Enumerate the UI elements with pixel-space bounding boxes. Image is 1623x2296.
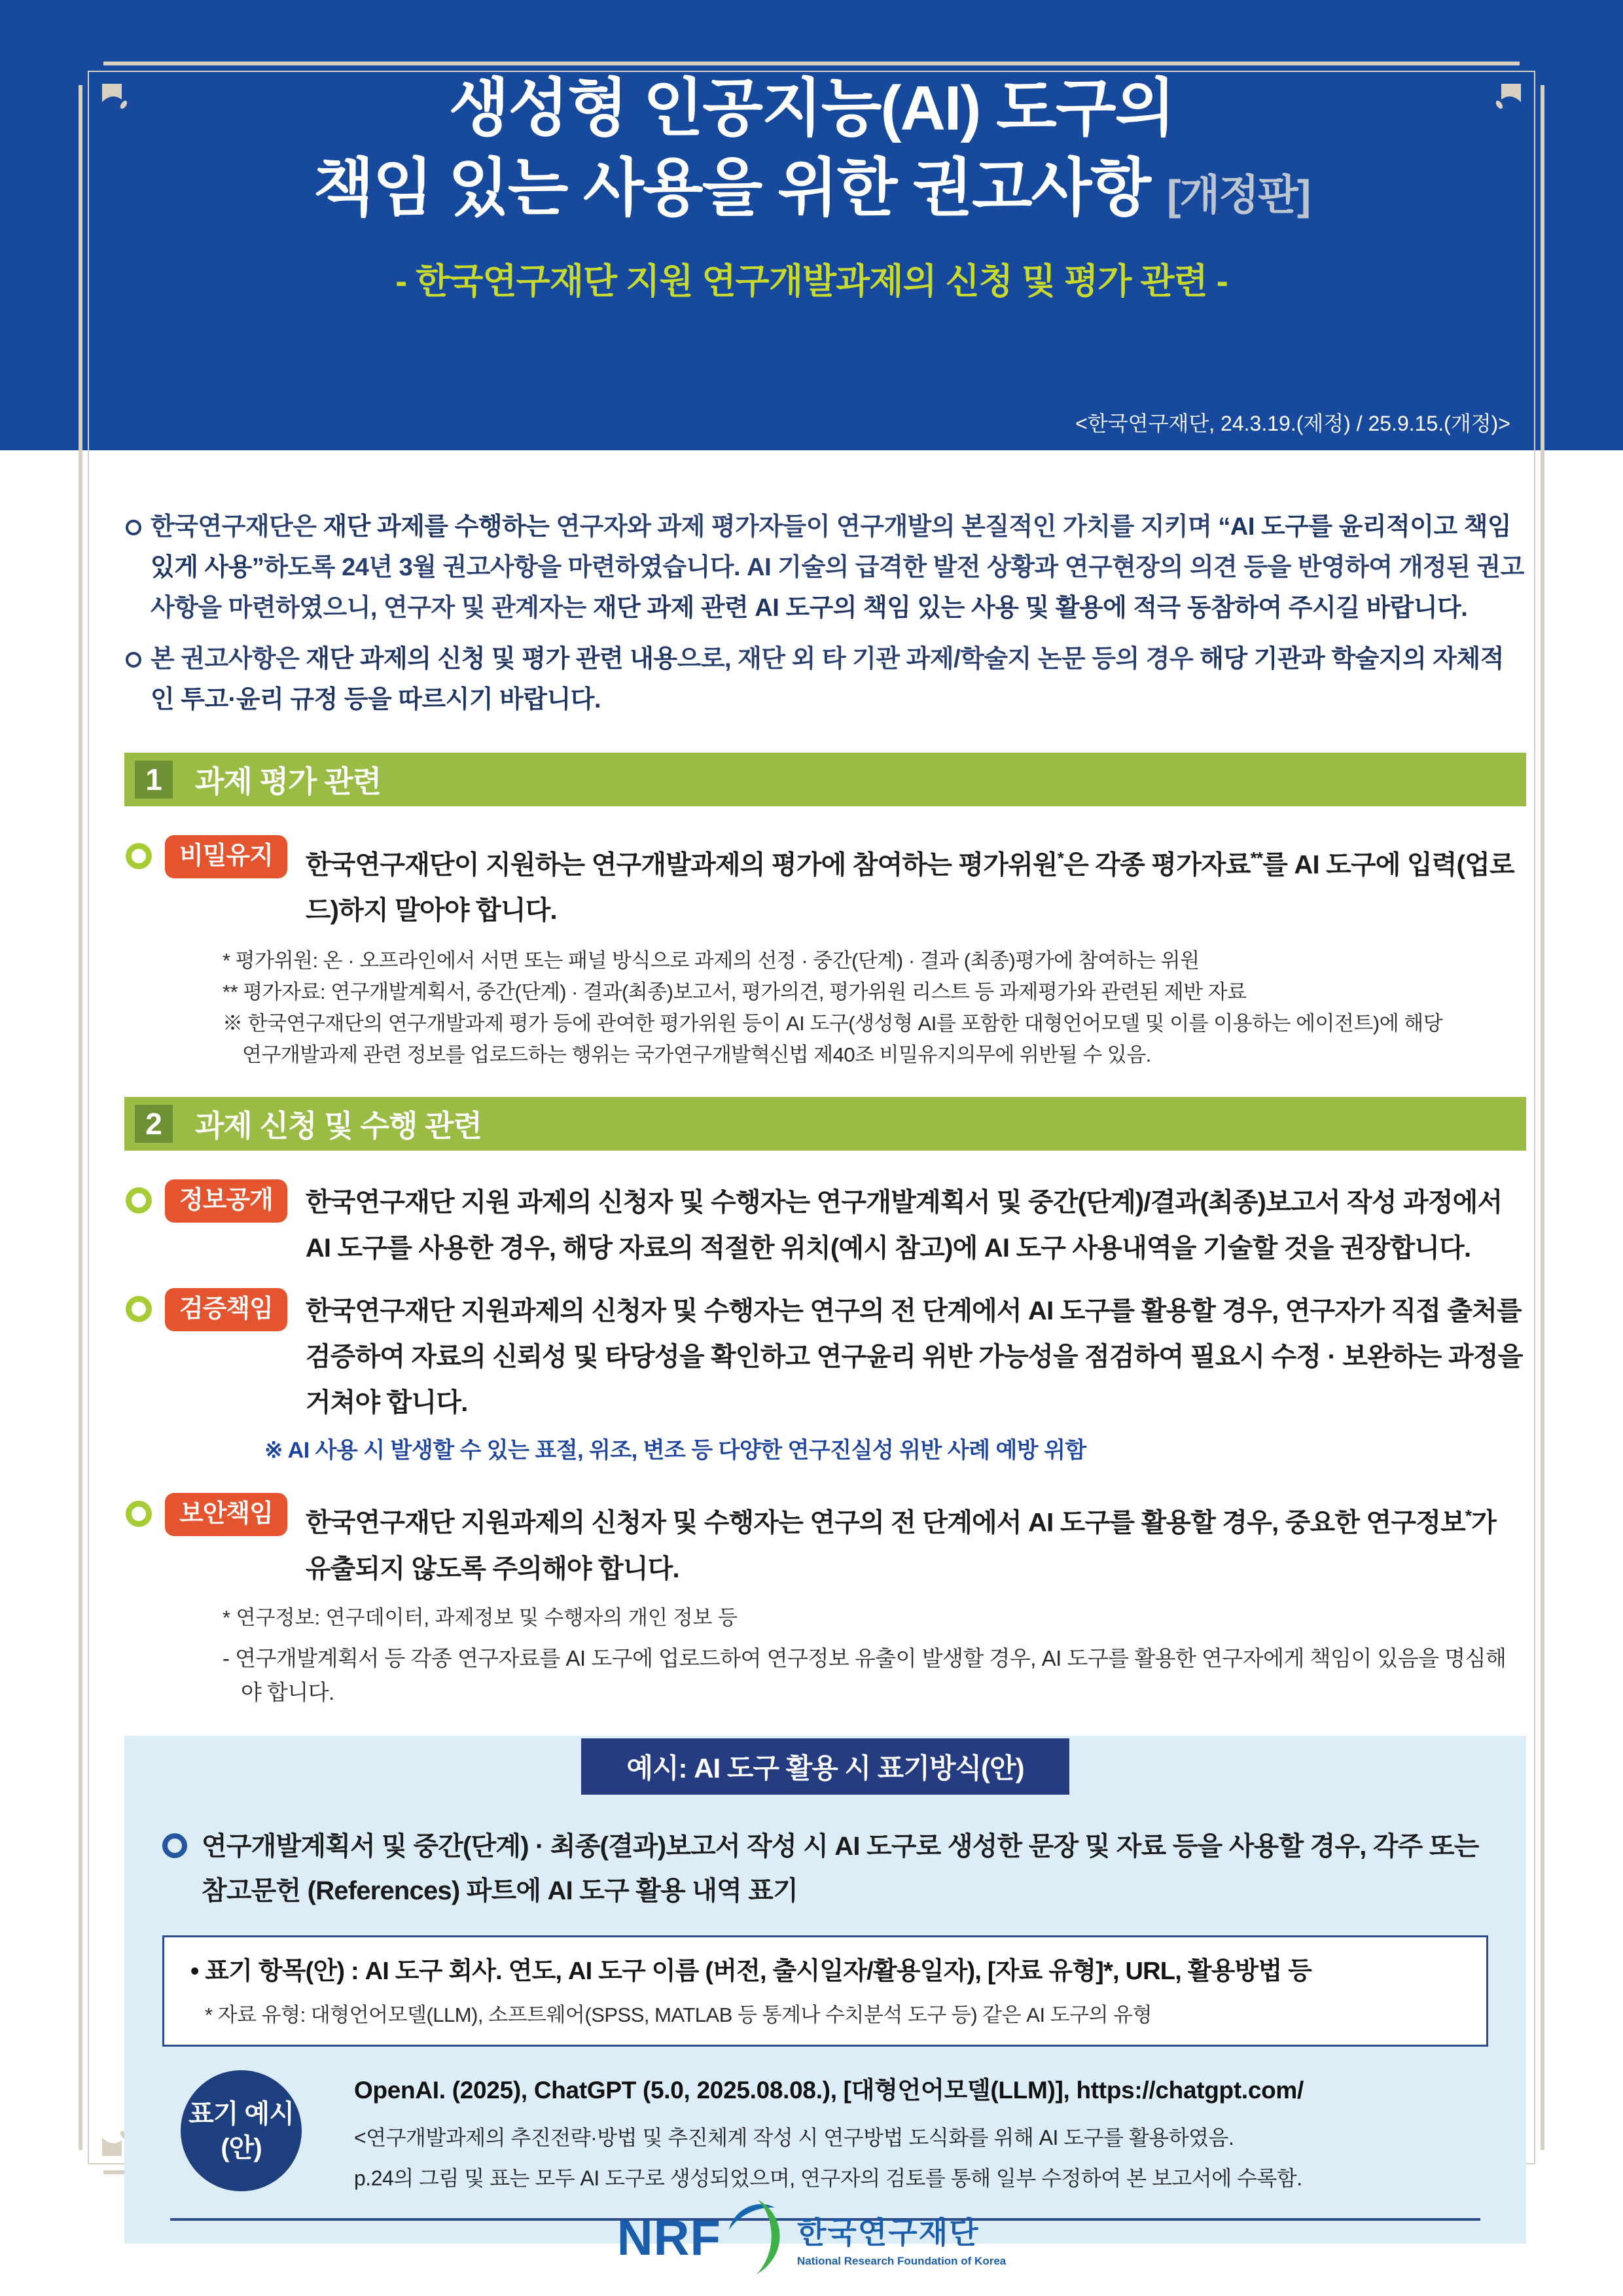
- intro-p1-bold: 재단 과제를 수행하는: [323, 513, 550, 541]
- notation-fields-line: • 표기 항목(안) : AI 도구 회사. 연도, AI 도구 이름 (버전, 출시일자/활용일자), [자료 유형]*, URL, 활용방법 등: [190, 1957, 1312, 1985]
- confidentiality-text: [306, 835, 1526, 933]
- item-confidentiality: [124, 835, 1526, 933]
- notation-example-row: [162, 2070, 1488, 2192]
- disclosure-text: 한국연구재단 지원 과제의 신청자 및 수행자는 연구개발계획서 및 중간(단계)/결과(최종)보고서 작성 과정에서 AI 도구를 사용한 경우, 해당 자료의 적절한 위치(예시 참고)에 AI 도구 사용내역을 기술할 것을 권장합니다.: [305, 1188, 1503, 1263]
- corner-ornament-icon: [101, 82, 127, 113]
- footnote-line: ** 평가자료: 연구개발계획서, 중간(단계) · 결과(최종)보고서, 평가의견, 평가위원 리스트 등 과제평가와 관련된 제반 자료: [223, 980, 1247, 1004]
- nrf-logo-text: NRF: [616, 2210, 721, 2266]
- confidentiality-run: 를 AI 도구에 입력(업로드)하지 말아야 합니다.: [305, 850, 1514, 925]
- security-text: [306, 1493, 1526, 1591]
- section-2-title: 과제 신청 및 수행 관련: [195, 1109, 482, 1143]
- org-name-korean: 한국연구재단: [796, 2215, 980, 2250]
- item-bullet-icon: [126, 843, 152, 869]
- security-footnote: * 연구정보: 연구데이터, 과제정보 및 수행자의 개인 정보 등: [223, 1605, 738, 1629]
- security-run: 가 유출되지 않도록 주의해야 합니다.: [305, 1508, 1497, 1583]
- intro-paragraphs: [124, 450, 1526, 720]
- confidentiality-run: 한국연구재단이 지원하는 연구개발과제의 평가에 참여하는 평가위원: [305, 850, 1058, 880]
- example-box-title: 예시: AI 도구 활용 시 표기방식(안): [581, 1738, 1069, 1795]
- item-verification: [124, 1288, 1526, 1426]
- paragraph-bullet-icon: [126, 652, 141, 668]
- example-box: [124, 1736, 1526, 2244]
- intro-p1-run: 하도록 24년 3월 권고사항을 마련하였습니다. AI 기술의 급격한 발전 상황과 연구현장의 의견 등을 반영하여 개정된 권고사항을 마련하였으니, 연구자 및 관계자는: [151, 554, 1524, 622]
- page-title-line2-text: 책임 있는 사용을 위한 권고사항: [313, 152, 1150, 223]
- page-title-line1: 생성형 인공지능(AI) 도구의: [448, 73, 1175, 143]
- section-2-number: 2: [135, 1105, 173, 1143]
- citation-description-2: p.24의 그림 및 표는 모두 AI 도구로 생성되었으며, 연구자의 검토를 통해 일부 수정하여 본 보고서에 수록함.: [354, 2166, 1302, 2190]
- intro-paragraph-2-text: [151, 639, 1526, 720]
- intro-p2-bold: 해당 기관과 학술지의 자체적인 투고·윤리 규정 등을 따르시기 바랍니다.: [151, 645, 1504, 713]
- intro-paragraph-1: [124, 507, 1526, 628]
- item-disclosure: [124, 1179, 1526, 1271]
- notation-fields-box: [162, 1935, 1488, 2047]
- main-content: [124, 450, 1526, 2244]
- item-security: [124, 1493, 1526, 1591]
- verification-text: 한국연구재단 지원과제의 신청자 및 수행자는 연구의 전 단계에서 AI 도구를 활용할 경우, 연구자가 직접 출처를 검증하여 자료의 신뢰성 및 타당성을 확인하고 연구윤리 위반 가능성을 점검하여 필요시 수정 · 보완하는 과정을 거쳐야 합니다.: [305, 1297, 1523, 1418]
- footnote-line: 연구개발과제 관련 정보를 업로드하는 행위는 국가연구개발혁신법 제40조 비밀유지의무에 위반될 수 있음.: [242, 1043, 1151, 1067]
- notation-example-circle: [181, 2070, 302, 2191]
- footnote-line: ※ 한국연구재단의 연구개발과제 평가 등에 관여한 평가위원 등이 AI 도구(생성형 AI를 포함한 대형언어모델 및 이를 이용하는 에이전트)에 해당: [223, 1012, 1443, 1035]
- frame-line-top: [103, 62, 1520, 65]
- intro-p1-bold: “AI 도구를 윤리적이고 책임 있게 사용”: [151, 513, 1512, 581]
- example-bullet-row: [162, 1824, 1488, 1913]
- intro-p1-run: 연구자와 과제 평가자들이 연구개발의 본질적인 가치를 지키며: [549, 513, 1219, 541]
- nrf-swoosh-icon: [725, 2197, 788, 2279]
- intro-paragraph-1-text: [151, 507, 1526, 628]
- item-bullet-icon: [126, 1501, 152, 1527]
- notation-fields-footnote: * 자료 유형: 대형언어모델(LLM), 소프트웨어(SPSS, MATLAB 등 통계나 수치분석 도구 등) 같은 AI 도구의 유형: [205, 2003, 1152, 2026]
- footnote-marker: *: [1057, 848, 1064, 868]
- intro-p2-run: 으로, 재단 외 타 기관 과제/학술지 논문 등의 경우: [677, 645, 1200, 673]
- edition-tag: [개정판]: [1167, 171, 1310, 219]
- org-name-block: [797, 2209, 1006, 2268]
- citation-description-1: <연구개발과제의 추진전략·방법 및 추진체계 작성 시 연구방법 도식화를 위해 AI 도구를 활용하였음.: [354, 2125, 1234, 2149]
- item-bullet-icon: [126, 1296, 152, 1322]
- revision-note: <한국연구재단, 24.3.19.(제정) / 25.9.15.(개정)>: [1075, 412, 1510, 435]
- security-run: 한국연구재단 지원과제의 신청자 및 수행자는 연구의 전 단계에서 AI 도구를 활용할 경우, 중요한 연구정보: [305, 1508, 1465, 1537]
- example-bullet-text: 연구개발계획서 및 중간(단계) · 최종(결과)보고서 작성 시 AI 도구로 생성한 문장 및 자료 등을 사용할 경우, 각주 또는 참고문헌 (References) 파트에 AI 도구 활용 내역 표기: [202, 1831, 1479, 1905]
- citation-line: OpenAI. (2025), ChatGPT (5.0, 2025.08.08.), [대형언어모델(LLM)], https://chatgpt.com/: [354, 2076, 1304, 2104]
- footnote-line: * 평가위원: 온 · 오프라인에서 서면 또는 패널 방식으로 과제의 선정 · 중간(단계) · 결과 (최종)평가에 참여하는 위원: [223, 949, 1200, 973]
- intro-p1-bold: 재단 과제 관련 AI 도구의 책임 있는 사용 및 활용에 적극 동참하여 주시길 바랍니다.: [592, 594, 1468, 622]
- paragraph-bullet-icon: [126, 520, 141, 535]
- citation-block: [354, 2070, 1304, 2192]
- section-1-bar: [124, 753, 1526, 806]
- section-1-title: 과제 평가 관련: [195, 764, 382, 798]
- confidentiality-badge: 비밀유지: [165, 835, 287, 878]
- notation-example-circle-line1: 표기 예시: [188, 2099, 294, 2128]
- corner-ornament-icon: [1496, 82, 1522, 113]
- footer-logo: [0, 2197, 1623, 2279]
- intro-p2-bold: 재단 과제의 신청 및 평가 관련 내용: [306, 645, 677, 673]
- footnote-marker: *: [1465, 1506, 1472, 1526]
- org-name-english: National Research Foundation of Korea: [796, 2254, 1007, 2267]
- notation-example-circle-line2: (안): [221, 2133, 262, 2162]
- section-2-bar: [124, 1097, 1526, 1151]
- confidentiality-footnotes: [223, 945, 1526, 1071]
- item-bullet-icon: [126, 1187, 152, 1213]
- security-dash-note: - 연구개발계획서 등 각종 연구자료를 AI 도구에 업로드하여 연구정보 유출이 발생할 경우, AI 도구를 활용한 연구자에게 책임이 있음을 명심해야 합니다.: [223, 1645, 1507, 1704]
- item-bullet-icon: [162, 1833, 187, 1858]
- verification-badge: 검증책임: [165, 1288, 287, 1331]
- footnote-marker: **: [1250, 848, 1263, 868]
- section-1-number: 1: [135, 761, 173, 798]
- verification-note: ※ AI 사용 시 발생할 수 있는 표절, 위조, 변조 등 다양한 연구진실성 위반 사례 예방 위함: [264, 1438, 1086, 1463]
- frame-line-left: [79, 85, 82, 2150]
- intro-paragraph-2: [124, 639, 1526, 720]
- corner-ornament-icon: [101, 2127, 127, 2157]
- frame-line-right: [1541, 85, 1544, 2150]
- intro-p2-run: 본 권고사항은: [151, 645, 306, 673]
- page-subtitle: - 한국연구재단 지원 연구개발과제의 신청 및 평가 관련 -: [395, 262, 1228, 302]
- disclosure-badge: 정보공개: [165, 1179, 287, 1223]
- intro-p1-run: 한국연구재단은: [151, 513, 323, 541]
- confidentiality-run: 은 각종 평가자료: [1063, 850, 1251, 880]
- security-badge: 보안책임: [165, 1493, 287, 1536]
